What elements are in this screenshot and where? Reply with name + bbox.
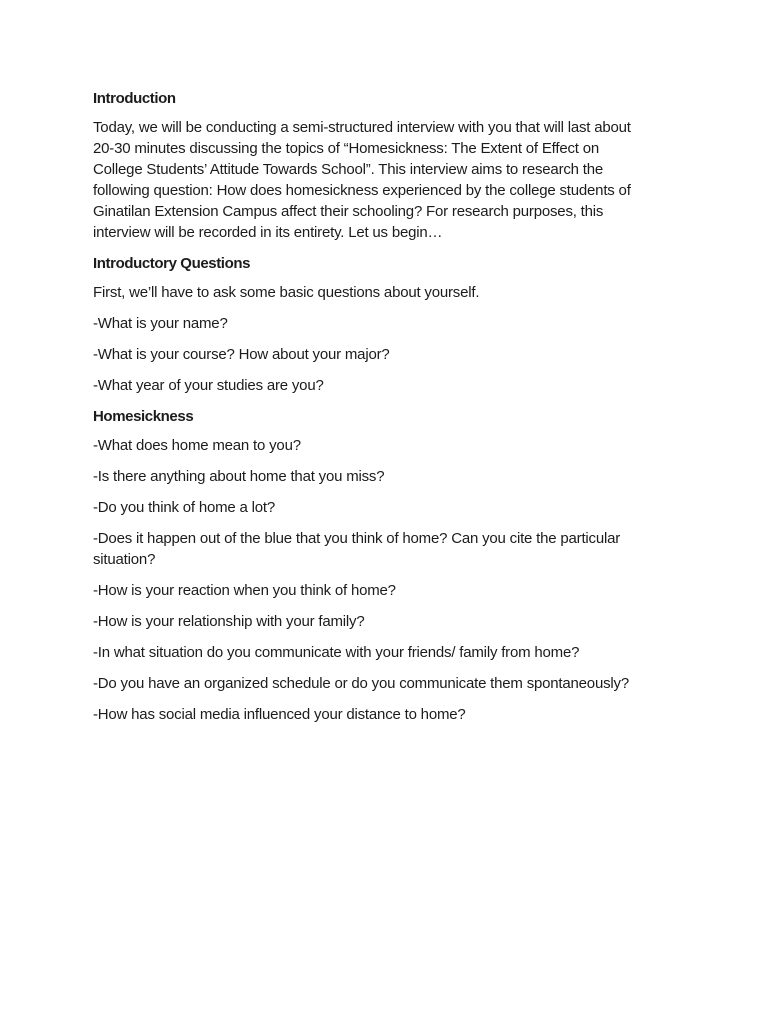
- question-item: -Do you think of home a lot?: [93, 499, 276, 516]
- question-item: -What does home mean to you?: [93, 437, 301, 454]
- introduction-paragraph: Today, we will be conducting a semi-structured interview with you that will last about 20-30 minutes discussing the topics of “Homesickness: The Extent of Effect on College Students’ Attitude Towards School”. This interview aims to research the following question: How does homesickness experienced by the college students of Ginatilan Extension Campus affect their schooling? For research purposes, this interview will be recorded in its entirety. Let us begin…: [93, 119, 631, 241]
- document-page: [93, 88, 645, 735]
- question-item: -In what situation do you communicate with your friends/ family from home?: [93, 644, 580, 661]
- question-item: -Does it happen out of the blue that you think of home? Can you cite the particular situation?: [93, 530, 621, 568]
- question-item: -How has social media influenced your distance to home?: [93, 706, 466, 723]
- question-item: -Is there anything about home that you miss?: [93, 468, 385, 485]
- introductory-questions-heading: Introductory Questions: [93, 255, 251, 272]
- question-item: -What is your name?: [93, 315, 228, 332]
- question-item: -Do you have an organized schedule or do you communicate them spontaneously?: [93, 675, 629, 692]
- question-item: -How is your reaction when you think of home?: [93, 582, 396, 599]
- homesickness-heading: Homesickness: [93, 408, 194, 425]
- question-item: -What year of your studies are you?: [93, 377, 324, 394]
- question-item: -How is your relationship with your family?: [93, 613, 365, 630]
- introductory-lead: First, we’ll have to ask some basic questions about yourself.: [93, 284, 480, 301]
- introduction-heading: Introduction: [93, 90, 176, 107]
- question-item: -What is your course? How about your major?: [93, 346, 390, 363]
